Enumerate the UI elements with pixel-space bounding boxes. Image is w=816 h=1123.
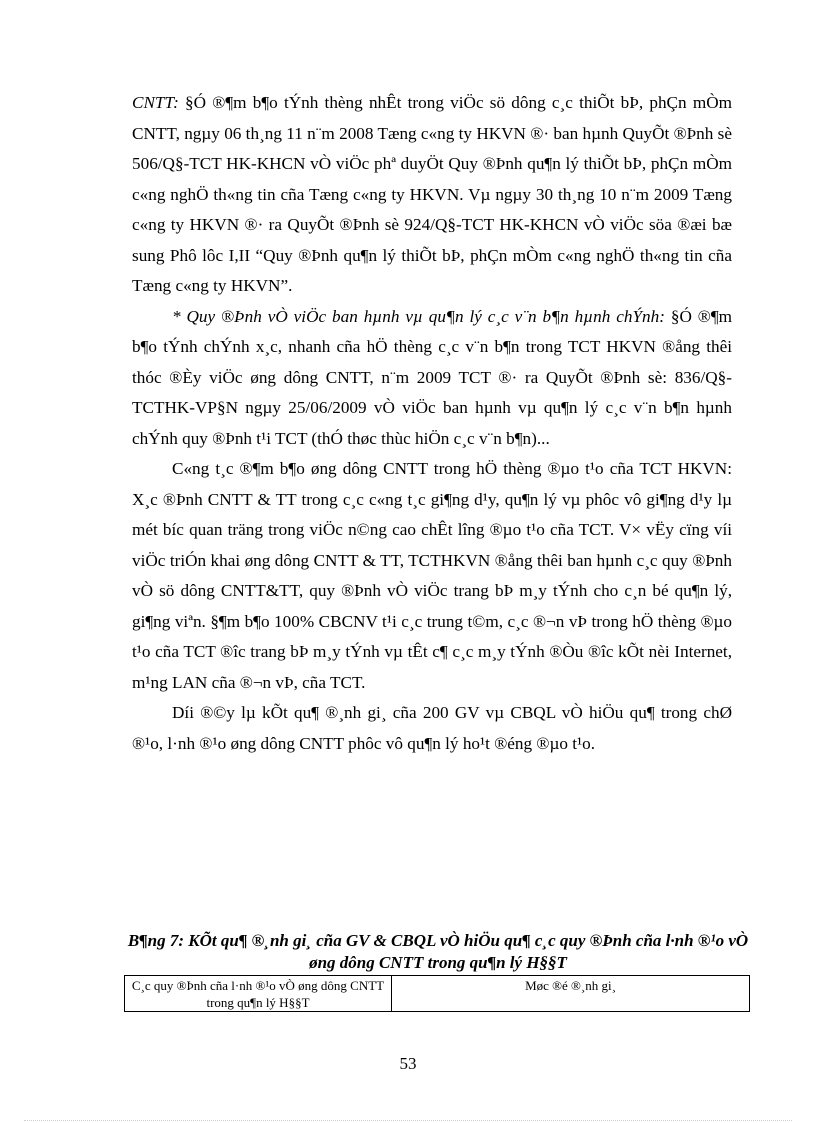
table-caption: B¶ng 7: KÕt qu¶ ®¸nh gi¸ cña GV & CBQL vÒ hiÖu qu¶ c¸c quy ®Þnh cña l·nh ®¹o vÒ øng dông CNTT trong qu¶n lý H§§T [127,931,749,972]
paragraph-lead-in: * Quy ®Þnh vÒ viÖc ban hµnh vµ qu¶n lý c¸c v¨n b¶n hµnh chÝnh: [172,306,665,326]
paragraph-text: Díi ®©y lµ kÕt qu¶ ®¸nh gi¸ cña 200 GV vµ CBQL vÒ hiÖu qu¶ trong chØ ®¹o, l·nh ®¹o øng dông CNTT phôc vô qu¶n lý ho¹t ®éng ®µo t¹o. [132,703,732,753]
paragraph-regulation-documents [132,302,732,455]
page-bottom-divider [24,1120,792,1121]
page-number: 53 [399,1054,417,1073]
paragraph-training-it [132,454,732,698]
paragraph-survey-intro [132,698,732,759]
paragraph-text: §Ó ®¶m b¶o tÝnh thèng nhÊt trong viÖc sö dông c¸c thiÕt bÞ, phÇn mÒm CNTT, ngµy 06 th¸ng 11 n¨m 2008 Tæng c«ng ty HKVN ®· ban hµnh QuyÕt ®Þnh sè 506/Q§-TCT HK-KHCN vÒ viÖc phª duyÖt Quy ®Þnh qu¶n lý thiÕt bÞ, phÇn mÒm c«ng nghÖ th«ng tin cña Tæng c«ng ty HKVN. Vµ ngµy 30 th¸ng 10 n¨m 2009 Tæng c«ng ty HKVN ®· ra QuyÕt ®Þnh sè 924/Q§-TCT HK-KHCN vÒ viÖc söa ®æi bæ sung Phô lôc I,II “Quy ®Þnh qu¶n lý thiÕt bÞ, phÇn mÒm c«ng nghÖ th«ng tin cña Tæng c«ng ty HKVN”. [132,93,732,295]
body-text [132,88,732,759]
evaluation-table [124,975,750,1012]
table-header-regulations: C¸c quy ®Þnh cña l·nh ®¹o vÒ øng dông CNTT trong qu¶n lý H§§T [125,976,392,1011]
paragraph-regulation-it-equipment [132,88,732,302]
paragraph-text: C«ng t¸c ®¶m b¶o øng dông CNTT trong hÖ thèng ®µo t¹o cña TCT HKVN: X¸c ®Þnh CNTT & TT trong c¸c c«ng t¸c gi¶ng d¹y, qu¶n lý vµ phôc vô gi¶ng d¹y lµ mét bíc quan träng trong viÖc n©ng cao chÊt lîng ®µo t¹o cña TCT. V× vËy cïng víi viÖc triÓn khai øng dông CNTT & TT, TCTHKVN ®ång thêi ban hµnh c¸c quy ®Þnh vÒ sö dông CNTT&TT, quy ®Þnh vÒ viÖc trang bÞ m¸y tÝnh cho c¸n bé qu¶n lý, gi¶ng viªn. §¶m b¶o 100% CBCNV t¹i c¸c trung t©m, c¸c ®¬n vÞ trong hÖ thèng ®µo t¹o cña TCT ®îc trang bÞ m¸y tÝnh vµ tÊt c¶ c¸c m¸y tÝnh ®Òu ®îc kÕt nèi Internet, m¹ng LAN cña ®¬n vÞ, cña TCT. [132,459,732,692]
table-header-evaluation-level: Møc ®é ®¸nh gi¸ [525,978,616,993]
paragraph-text: §Ó ®¶m b¶o tÝnh chÝnh x¸c, nhanh cña hÖ thèng c¸c v¨n b¶n trong TCT HKVN ®ång thêi thóc ®Èy viÖc øng dông CNTT, n¨m 2009 TCT ®· ra QuyÕt ®Þnh sè: 836/Q§-TCTHK-VP§N ngµy 25/06/2009 vÒ viÖc ban hµnh vµ qu¶n lý c¸c v¨n b¶n hµnh chÝnh quy ®Þnh t¹i TCT (thÓ thøc thùc hiÖn c¸c v¨n b¶n)... [132,306,732,448]
paragraph-lead-in: CNTT: [132,93,179,112]
